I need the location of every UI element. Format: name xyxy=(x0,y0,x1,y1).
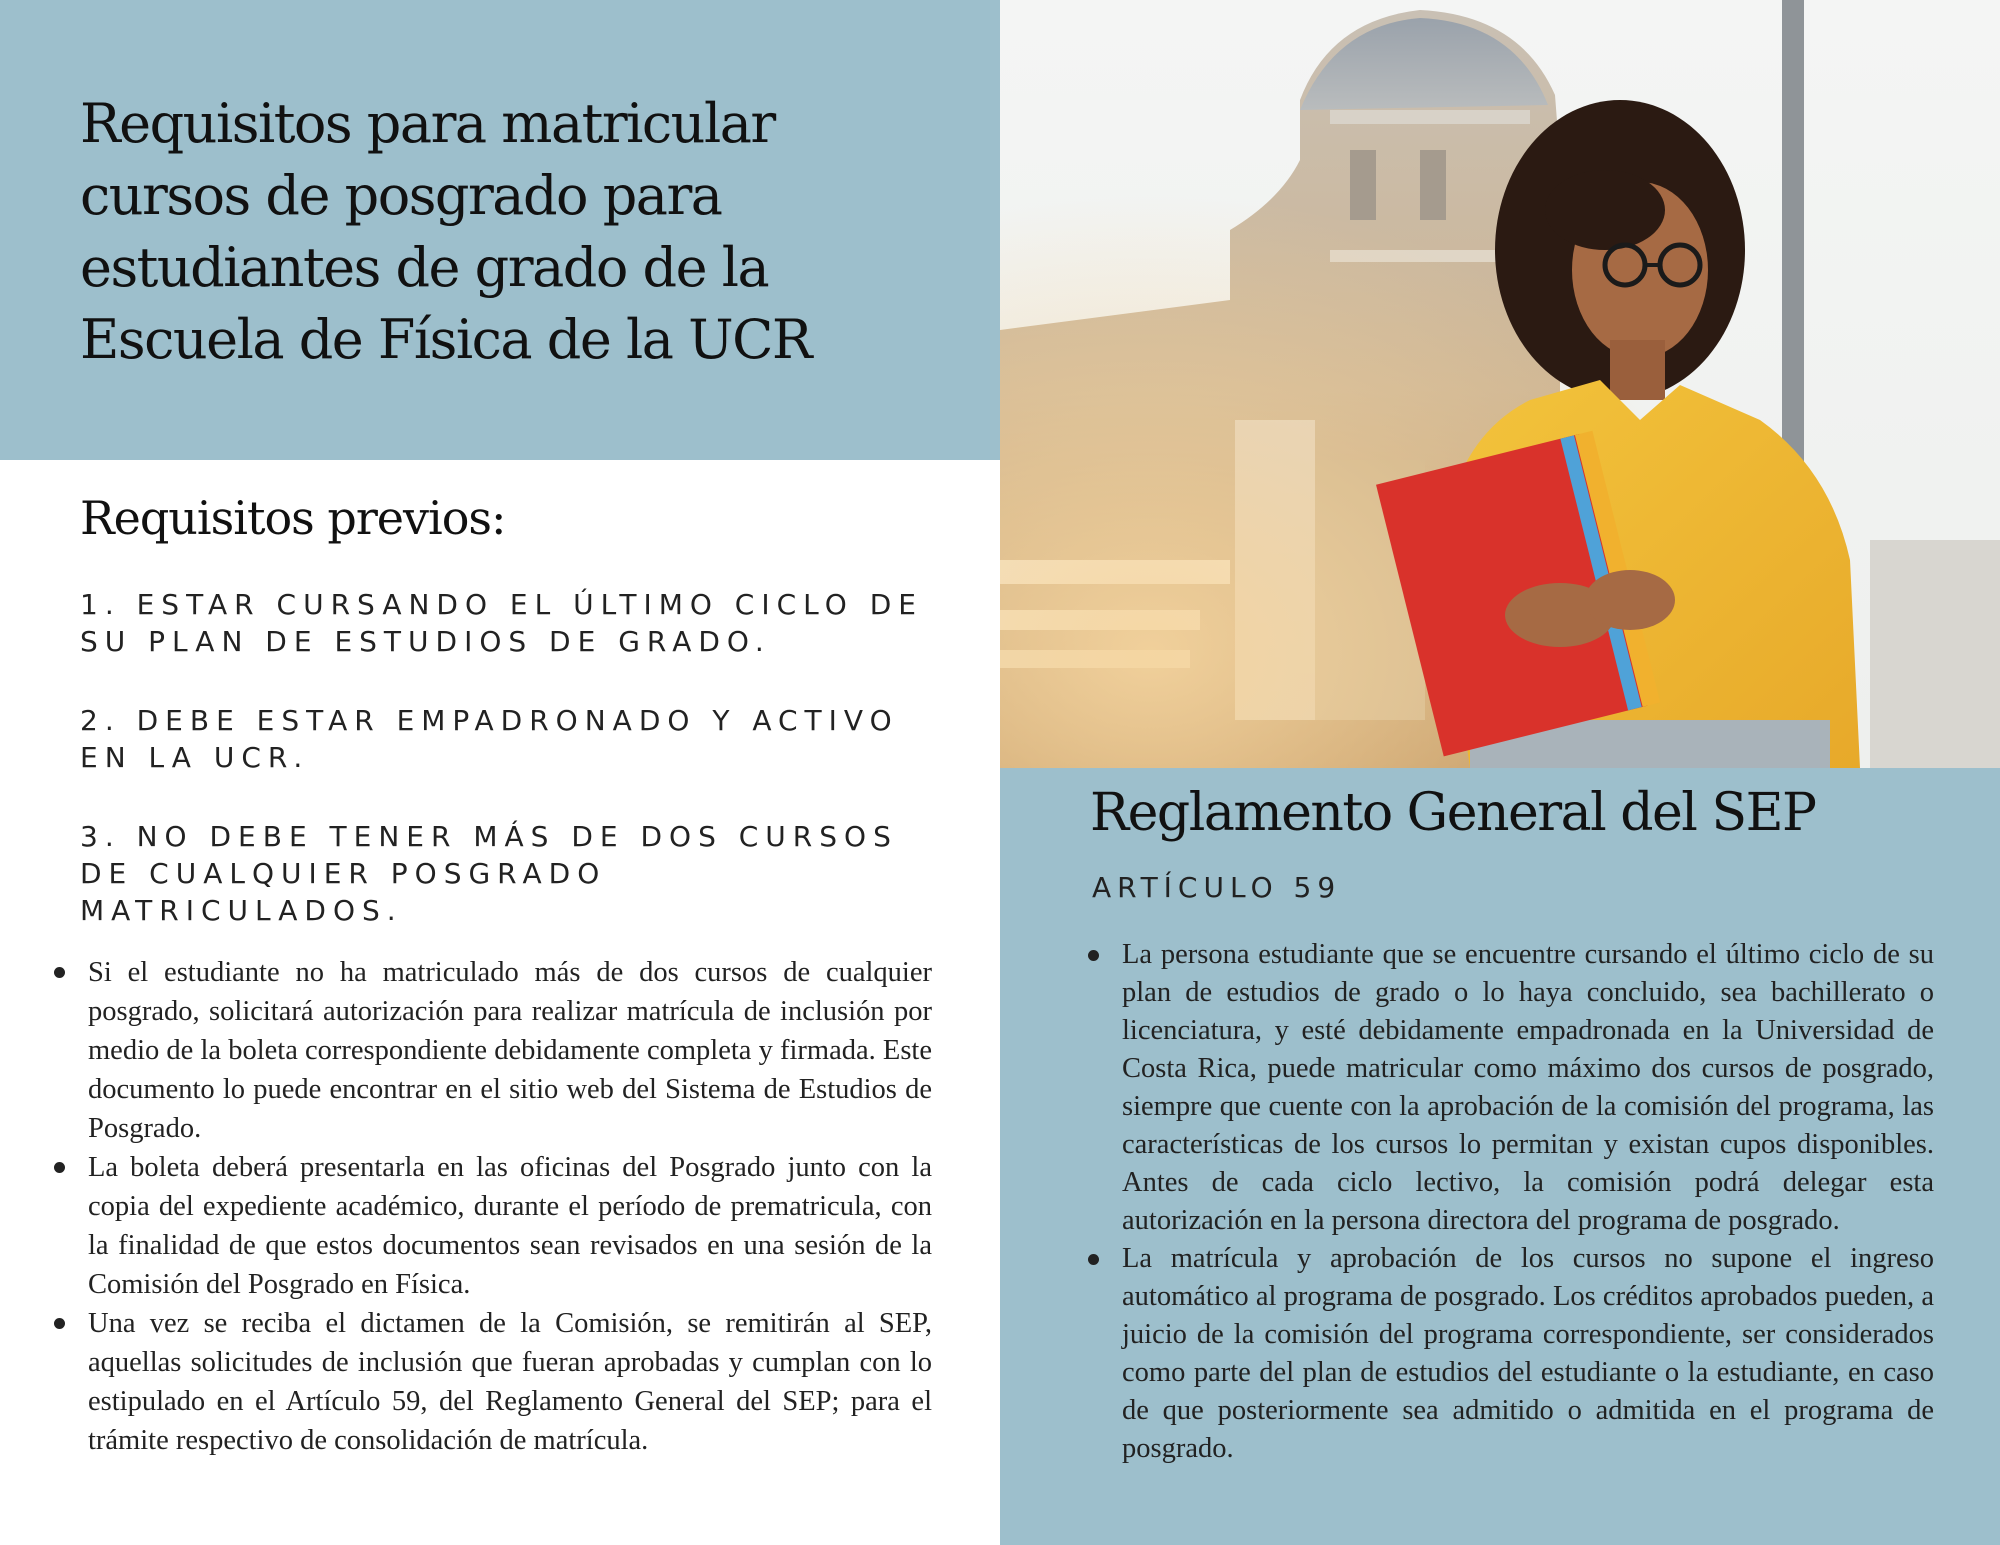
regulation-bullets-wrapper xyxy=(1118,936,1934,1468)
procedure-bullet: Si el estudiante no ha matriculado más de dos cursos de cualquier posgrado, solicitará autorización para realizar matrícula de inclusión por medio de la boleta correspondiente debidamente completa y firmada. Este documento lo puede encontrar en el sitio web del Sistema de Estudios de Posgrado. xyxy=(84,953,932,1148)
article-label: ARTÍCULO 59 xyxy=(1092,871,1342,904)
prerequisites-section xyxy=(80,488,932,1460)
regulation-panel xyxy=(1000,768,2000,1545)
regulation-title: Reglamento General del SEP xyxy=(1090,783,1816,843)
prerequisites-list xyxy=(80,586,932,929)
prerequisite-item: 3. NO DEBE TENER MÁS DE DOS CURSOS DE CUALQUIER POSGRADO MATRICULADOS. xyxy=(80,820,898,927)
prerequisites-heading: Requisitos previos: xyxy=(80,491,506,545)
prerequisite-item: 1. ESTAR CURSANDO EL ÚLTIMO CICLO DE SU PLAN DE ESTUDIOS DE GRADO. xyxy=(80,588,923,658)
regulation-bullet: La persona estudiante que se encuentre cursando el último ciclo de su plan de estudios de grado o lo haya concluido, sea bachillerato o licenciatura, y esté debidamente empadronada en la Universidad de Costa Rica, puede matricular como máximo dos cursos de posgrado, siempre que cuente con la aprobación de la comisión del programa, las características de los cursos lo permitan y existan cupos disponibles. Antes de cada ciclo lectivo, la comisión podrá delegar esta autorización en la persona directora del programa de posgrado. xyxy=(1118,936,1934,1240)
student-photo xyxy=(1000,0,2000,768)
page-title: Requisitos para matricular cursos de posgrado para estudiantes de grado de la Escuela de Física de la UCR xyxy=(80,92,812,371)
procedure-bullets xyxy=(80,953,932,1460)
student-photo-illustration xyxy=(1000,0,2000,768)
regulation-bullets xyxy=(1118,936,1934,1468)
regulation-bullet: La matrícula y aprobación de los cursos no supone el ingreso automático al programa de posgrado. Los créditos aprobados pueden, a juicio de la comisión del programa correspondiente, ser considerados como parte del plan de estudios del estudiante o la estudiante, en caso de que posteriormente sea admitido o admitida en el programa de posgrado. xyxy=(1118,1240,1934,1468)
procedure-bullet: La boleta deberá presentarla en las oficinas del Posgrado junto con la copia del expediente académico, durante el período de prematricula, con la finalidad de que estos documentos sean revisados en una sesión de la Comisión del Posgrado en Física. xyxy=(84,1148,932,1304)
title-panel xyxy=(0,0,1000,460)
prerequisite-item: 2. DEBE ESTAR EMPADRONADO Y ACTIVO EN LA UCR. xyxy=(80,704,899,774)
procedure-bullet: Una vez se reciba el dictamen de la Comisión, se remitirán al SEP, aquellas solicitudes de inclusión que fueran aprobadas y cumplan con lo estipulado en el Artículo 59, del Reglamento General del SEP; para el trámite respectivo de consolidación de matrícula. xyxy=(84,1304,932,1460)
